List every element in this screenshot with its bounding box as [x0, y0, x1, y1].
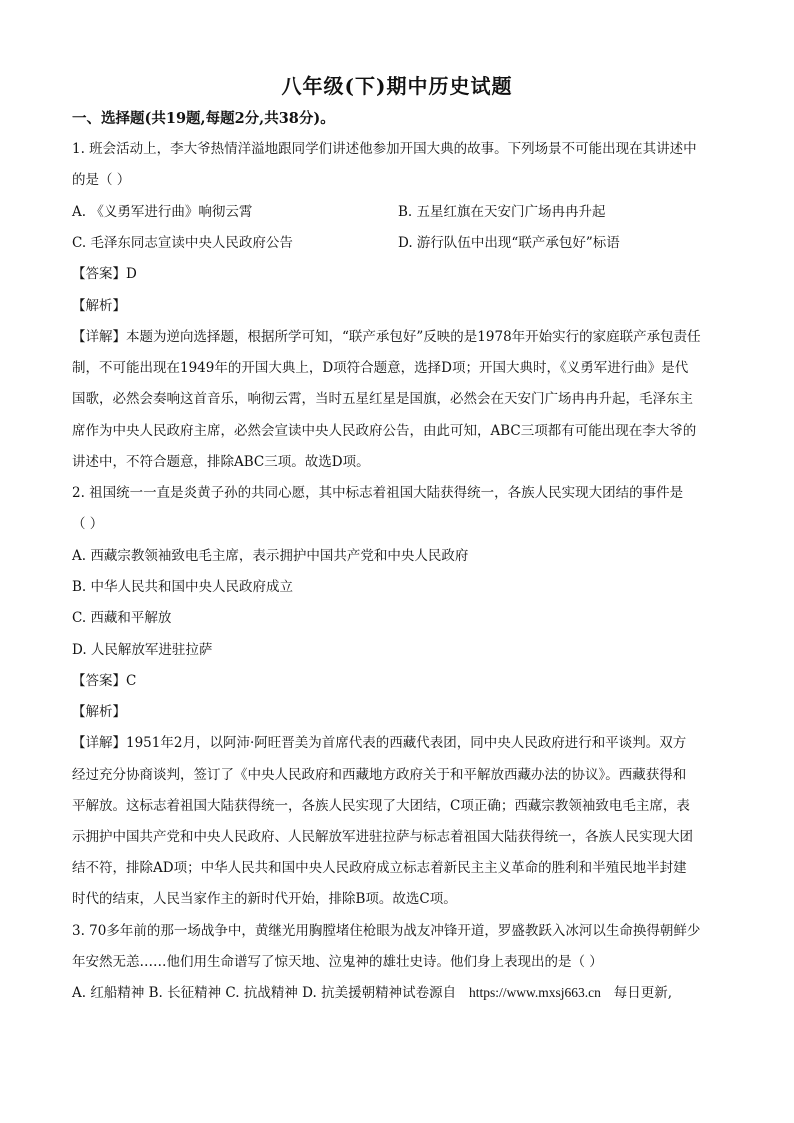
- q2-option-b: B. 中华人民共和国中央人民政府成立: [72, 579, 294, 595]
- q1-detail-line2: 制，不可能出现在1949年的开国大典上，D项符合题意，选择D项；开国大典时，《义勇军进行曲》是代: [72, 360, 689, 376]
- page-title: 八年级(下)期中历史试题: [281, 74, 513, 98]
- q2-detail-line6: 时代的结束，人民当家作主的新时代开始，排除B项。故选C项。: [72, 891, 457, 907]
- q1-analysis-label: 【解析】: [72, 298, 126, 314]
- q1-detail-line5: 讲述中，不符合题意，排除ABC三项。故选D项。: [72, 454, 370, 470]
- q3-options-row: [72, 983, 672, 1003]
- q1-detail-line3: 国歌，必然会奏响这首音乐，响彻云霄，当时五星红星是国旗，必然会在天安门广场冉冉升起，毛泽东主: [72, 391, 693, 407]
- q2-detail-line3: 平解放。这标志着祖国大陆获得统一，各族人民实现了大团结，C项正确；西藏宗教领袖致电毛主席，表: [72, 798, 690, 814]
- q1-stem-line1: 1. 班会活动上，李大爷热情洋溢地跟同学们讲述他参加开国大典的故事。下列场景不可能出现在其讲述中: [72, 141, 697, 157]
- q1-stem-line2: 的是（ ）: [72, 172, 131, 188]
- watermark-url[interactable]: https://www.mxsj663.cn: [468, 985, 601, 1000]
- q2-option-a: A. 西藏宗教领袖致电毛主席，表示拥护中国共产党和中央人民政府: [72, 548, 469, 564]
- q2-detail-line2: 经过充分协商谈判，签订了《中央人民政府和西藏地方政府关于和平解放西藏办法的协议》。西藏获得和: [72, 767, 687, 783]
- q2-analysis-label: 【解析】: [72, 704, 126, 720]
- q2-option-d: D. 人民解放军进驻拉萨: [72, 642, 213, 658]
- q2-detail-line1: 【详解】1951年2月，以阿沛·阿旺晋美为首席代表的西藏代表团，同中央人民政府进行和平谈判。双方: [72, 735, 687, 751]
- q1-option-a: A. 《义勇军进行曲》响彻云霄: [72, 204, 253, 220]
- q2-stem-line2: （ ）: [72, 516, 104, 532]
- watermark-text: 试卷源自: [402, 985, 457, 1001]
- q2-detail-line5: 结不符，排除AD项；中华人民共和国中央人民政府成立标志着新民主主义革命的胜利和半殖民地半封建: [72, 860, 687, 876]
- q3-stem-line1: 3. 70多年前的那一场战争中，黄继光用胸膛堵住枪眼为战友冲锋开道，罗盛教跃入冰河以生命换得朝鲜少: [72, 923, 701, 939]
- q2-detail-line4: 示拥护中国共产党和中央人民政府、人民解放军进驻拉萨与标志着祖国大陆获得统一，各族人民实现大团: [72, 829, 693, 845]
- section-heading: 一、选择题(共19题,每题2分,共38分)。: [72, 110, 335, 127]
- q2-stem-line1: 2. 祖国统一一直是炎黄子孙的共同心愿，其中标志着祖国大陆获得统一，各族人民实现大团结的事件是: [72, 485, 684, 501]
- q1-option-c: C. 毛泽东同志宣读中央人民政府公告: [72, 235, 293, 251]
- q3-stem-line2: 年安然无恙……他们用生命谱写了惊天地、泣鬼神的雄壮史诗。他们身上表现出的是（ ）: [72, 954, 603, 970]
- q1-answer: 【答案】D: [72, 266, 137, 282]
- q1-option-d: D. 游行队伍中出现“联产承包好”标语: [398, 235, 620, 251]
- q1-option-b: B. 五星红旗在天安门广场冉冉升起: [398, 204, 606, 220]
- q3-options: A. 红船精神 B. 长征精神 C. 抗战精神 D. 抗美援朝精神: [72, 985, 403, 1001]
- watermark-suffix: 每日更新,: [613, 985, 673, 1001]
- q1-detail-line1: 【详解】本题为逆向选择题，根据所学可知，“联产承包好”反映的是1978年开始实行的家庭联产承包责任: [72, 329, 701, 345]
- q1-detail-line4: 席作为中央人民政府主席，必然会宣读中央人民政府公告，由此可知，ABC三项都有可能出现在李大爷的: [72, 423, 697, 439]
- q2-answer: 【答案】C: [72, 673, 137, 689]
- q2-option-c: C. 西藏和平解放: [72, 610, 172, 626]
